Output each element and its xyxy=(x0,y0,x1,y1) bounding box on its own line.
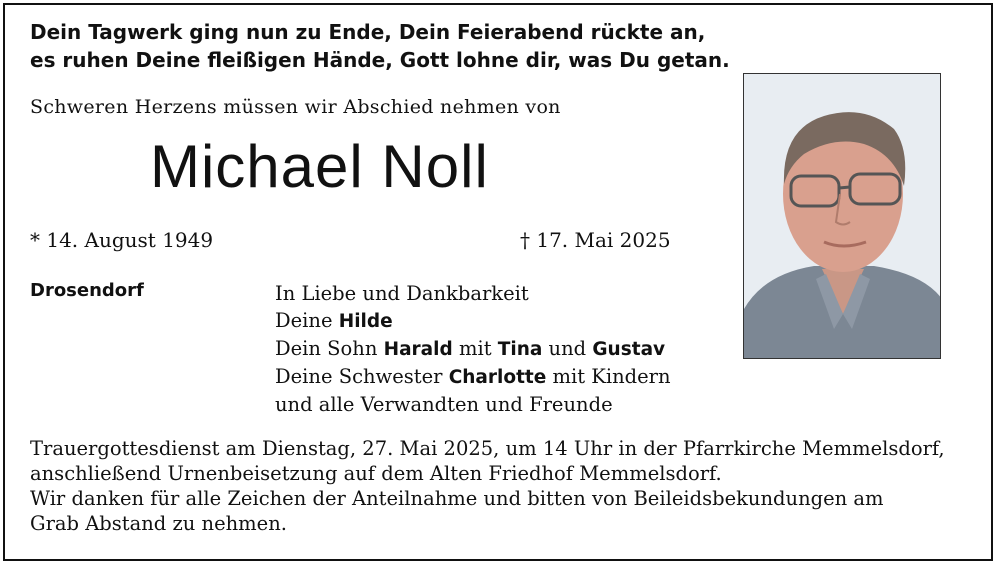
text: Deine xyxy=(275,309,339,332)
memorial-verse xyxy=(30,18,730,74)
notice-line-1: Trauergottesdienst am Dienstag, 27. Mai 2025, um 14 Uhr in der Pfarrkirche Memmelsdorf, xyxy=(30,437,945,460)
mourner-name: Tina xyxy=(497,339,543,360)
notice-line-4: Grab Abstand zu nehmen. xyxy=(30,512,287,535)
mourner-name: Harald xyxy=(383,339,453,360)
deceased-name: Michael Noll xyxy=(150,133,489,200)
portrait-photo xyxy=(743,73,941,359)
birth-date: * 14. August 1949 xyxy=(30,228,214,252)
text: Deine Schwester xyxy=(275,365,449,388)
text: mit Kindern xyxy=(546,365,671,388)
mourners-line-1: In Liebe und Dankbarkeit xyxy=(275,282,529,305)
mourners-line-4 xyxy=(275,363,671,391)
mourner-name: Charlotte xyxy=(448,367,547,388)
notice-line-3: Wir danken für alle Zeichen der Anteilnahme und bitten von Beileidsbekundungen am xyxy=(30,487,884,510)
mourner-name: Hilde xyxy=(338,311,393,332)
mourners-line-3 xyxy=(275,335,671,363)
funeral-notice xyxy=(30,436,945,536)
glasses-bridge xyxy=(839,187,850,188)
hometown: Drosendorf xyxy=(30,280,144,301)
text: Dein Sohn xyxy=(275,337,384,360)
text: und xyxy=(542,337,593,360)
mourners-line-2 xyxy=(275,307,671,335)
mourners-line-5: und alle Verwandten und Freunde xyxy=(275,393,613,416)
verse-line-2: es ruhen Deine fleißigen Hände, Gott lohne dir, was Du getan. xyxy=(30,48,730,72)
death-date: † 17. Mai 2025 xyxy=(520,228,671,252)
farewell-intro: Schweren Herzens müssen wir Abschied nehmen von xyxy=(30,96,561,118)
notice-line-2: anschließend Urnenbeisetzung auf dem Alten Friedhof Memmelsdorf. xyxy=(30,462,722,485)
mourner-name: Gustav xyxy=(592,339,666,360)
text: mit xyxy=(452,337,498,360)
verse-line-1: Dein Tagwerk ging nun zu Ende, Dein Feierabend rückte an, xyxy=(30,20,706,44)
mourners-list xyxy=(275,280,671,418)
portrait-illustration xyxy=(744,74,941,359)
